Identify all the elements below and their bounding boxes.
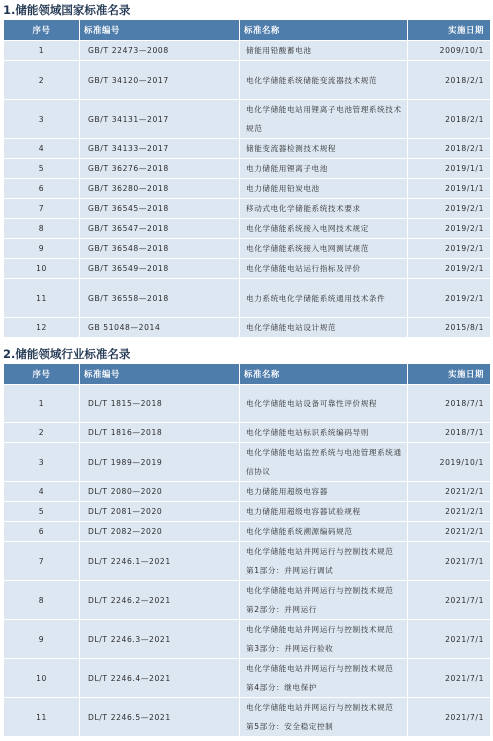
header-name: 标准名称	[240, 20, 408, 41]
cell-name: 电化学储能电站设备可靠性评价规程	[240, 385, 408, 423]
cell-code: DL/T 2246.4—2021	[80, 659, 240, 698]
table-header-row	[4, 20, 491, 41]
cell-date: 2019/2/1	[408, 259, 491, 279]
cell-date: 2021/7/1	[408, 542, 491, 581]
cell-date: 2021/7/1	[408, 659, 491, 698]
cell-serial: 9	[4, 620, 80, 659]
cell-serial: 10	[4, 259, 80, 279]
cell-name: 电化学储能电站标识系统编码导则	[240, 423, 408, 443]
table-row	[4, 581, 491, 620]
cell-serial: 1	[4, 385, 80, 423]
cell-code: GB/T 36558—2018	[80, 279, 240, 318]
cell-name: 电化学储能系统接入电网测试规范	[240, 239, 408, 259]
cell-code: DL/T 2080—2020	[80, 482, 240, 502]
cell-date: 2015/8/1	[408, 318, 491, 338]
cell-date: 2018/2/1	[408, 139, 491, 159]
cell-name: 电化学储能电站并网运行与控制技术规范 第1部分：并网运行调试	[240, 542, 408, 581]
table-row	[4, 443, 491, 482]
cell-name: 移动式电化学储能系统技术要求	[240, 199, 408, 219]
section-title-industry: 2.储能领域行业标准名录	[3, 347, 131, 361]
cell-name: 电化学储能电站并网运行与控制技术规范 第5部分：安全稳定控制	[240, 698, 408, 737]
cell-name: 电化学储能系统溯源编码规范	[240, 522, 408, 542]
cell-code: GB/T 34133—2017	[80, 139, 240, 159]
header-code: 标准编号	[80, 364, 240, 385]
cell-code: GB/T 36276—2018	[80, 159, 240, 179]
table-row	[4, 620, 491, 659]
cell-date: 2019/2/1	[408, 219, 491, 239]
cell-serial: 8	[4, 219, 80, 239]
cell-serial: 4	[4, 482, 80, 502]
header-date: 实施日期	[408, 364, 491, 385]
table-row	[4, 522, 491, 542]
cell-name: 电化学储能电站监控系统与电池管理系统通信协议	[240, 443, 408, 482]
cell-date: 2021/7/1	[408, 581, 491, 620]
cell-serial: 2	[4, 61, 80, 100]
cell-code: GB/T 36547—2018	[80, 219, 240, 239]
table-row	[4, 100, 491, 139]
table-row	[4, 259, 491, 279]
table-row	[4, 502, 491, 522]
table-row	[4, 159, 491, 179]
cell-date: 2021/7/1	[408, 698, 491, 737]
cell-date: 2018/2/1	[408, 61, 491, 100]
cell-date: 2019/1/1	[408, 179, 491, 199]
cell-name: 储能变流器检测技术规程	[240, 139, 408, 159]
cell-name: 电化学储能系统接入电网技术规定	[240, 219, 408, 239]
cell-code: DL/T 2246.3—2021	[80, 620, 240, 659]
header-name: 标准名称	[240, 364, 408, 385]
cell-serial: 11	[4, 698, 80, 737]
national-standards-table	[3, 19, 491, 338]
cell-code: DL/T 2082—2020	[80, 522, 240, 542]
table-row	[4, 698, 491, 737]
table-row	[4, 41, 491, 61]
table-row	[4, 423, 491, 443]
cell-name: 电化学储能电站并网运行与控制技术规范 第4部分：继电保护	[240, 659, 408, 698]
cell-serial: 6	[4, 179, 80, 199]
cell-serial: 8	[4, 581, 80, 620]
cell-serial: 3	[4, 443, 80, 482]
cell-code: DL/T 2246.1—2021	[80, 542, 240, 581]
table-row	[4, 239, 491, 259]
cell-name: 电力储能用铅炭电池	[240, 179, 408, 199]
cell-date: 2019/10/1	[408, 443, 491, 482]
cell-serial: 11	[4, 279, 80, 318]
cell-code: DL/T 2246.2—2021	[80, 581, 240, 620]
header-code: 标准编号	[80, 20, 240, 41]
cell-code: GB/T 34131—2017	[80, 100, 240, 139]
cell-code: GB/T 34120—2017	[80, 61, 240, 100]
cell-date: 2018/7/1	[408, 423, 491, 443]
cell-name: 电力系统电化学储能系统通用技术条件	[240, 279, 408, 318]
cell-serial: 5	[4, 502, 80, 522]
table-row	[4, 61, 491, 100]
table-row	[4, 482, 491, 502]
cell-date: 2018/2/1	[408, 100, 491, 139]
cell-code: DL/T 1989—2019	[80, 443, 240, 482]
table-row	[4, 279, 491, 318]
cell-code: GB/T 22473—2008	[80, 41, 240, 61]
cell-serial: 1	[4, 41, 80, 61]
cell-date: 2009/10/1	[408, 41, 491, 61]
table-row	[4, 542, 491, 581]
cell-serial: 6	[4, 522, 80, 542]
cell-name: 电化学储能电站设计规范	[240, 318, 408, 338]
cell-code: GB/T 36549—2018	[80, 259, 240, 279]
cell-serial: 7	[4, 199, 80, 219]
cell-name: 电化学储能电站运行指标及评价	[240, 259, 408, 279]
cell-serial: 2	[4, 423, 80, 443]
cell-date: 2018/7/1	[408, 385, 491, 423]
cell-serial: 10	[4, 659, 80, 698]
cell-code: GB/T 36280—2018	[80, 179, 240, 199]
cell-code: GB 51048—2014	[80, 318, 240, 338]
industry-standards-table	[3, 363, 491, 737]
cell-date: 2019/2/1	[408, 279, 491, 318]
cell-name: 电化学储能系统储能变流器技术规范	[240, 61, 408, 100]
cell-serial: 12	[4, 318, 80, 338]
cell-date: 2019/2/1	[408, 199, 491, 219]
cell-name: 电力储能用超级电容器试验规程	[240, 502, 408, 522]
cell-name: 电化学储能电站用锂离子电池管理系统技术规范	[240, 100, 408, 139]
table-row	[4, 385, 491, 423]
cell-serial: 5	[4, 159, 80, 179]
header-serial: 序号	[4, 20, 80, 41]
cell-date: 2021/2/1	[408, 522, 491, 542]
table-row	[4, 199, 491, 219]
cell-serial: 3	[4, 100, 80, 139]
cell-date: 2021/2/1	[408, 502, 491, 522]
table-row	[4, 139, 491, 159]
table-row	[4, 659, 491, 698]
cell-code: GB/T 36548—2018	[80, 239, 240, 259]
header-date: 实施日期	[408, 20, 491, 41]
table-row	[4, 318, 491, 338]
header-serial: 序号	[4, 364, 80, 385]
cell-serial: 9	[4, 239, 80, 259]
cell-serial: 4	[4, 139, 80, 159]
cell-serial: 7	[4, 542, 80, 581]
cell-name: 电化学储能电站并网运行与控制技术规范 第2部分：并网运行	[240, 581, 408, 620]
cell-date: 2019/1/1	[408, 159, 491, 179]
cell-code: DL/T 2246.5—2021	[80, 698, 240, 737]
cell-name: 电化学储能电站并网运行与控制技术规范 第3部分：并网运行验收	[240, 620, 408, 659]
table-row	[4, 219, 491, 239]
cell-code: GB/T 36545—2018	[80, 199, 240, 219]
cell-date: 2021/2/1	[408, 482, 491, 502]
section-title-national: 1.储能领域国家标准名录	[3, 3, 131, 17]
cell-code: DL/T 1816—2018	[80, 423, 240, 443]
cell-name: 电力储能用锂离子电池	[240, 159, 408, 179]
cell-code: DL/T 1815—2018	[80, 385, 240, 423]
cell-code: DL/T 2081—2020	[80, 502, 240, 522]
cell-name: 电力储能用超级电容器	[240, 482, 408, 502]
table-row	[4, 179, 491, 199]
table-header-row	[4, 364, 491, 385]
cell-date: 2019/2/1	[408, 239, 491, 259]
cell-date: 2021/7/1	[408, 620, 491, 659]
cell-name: 储能用铅酸蓄电池	[240, 41, 408, 61]
